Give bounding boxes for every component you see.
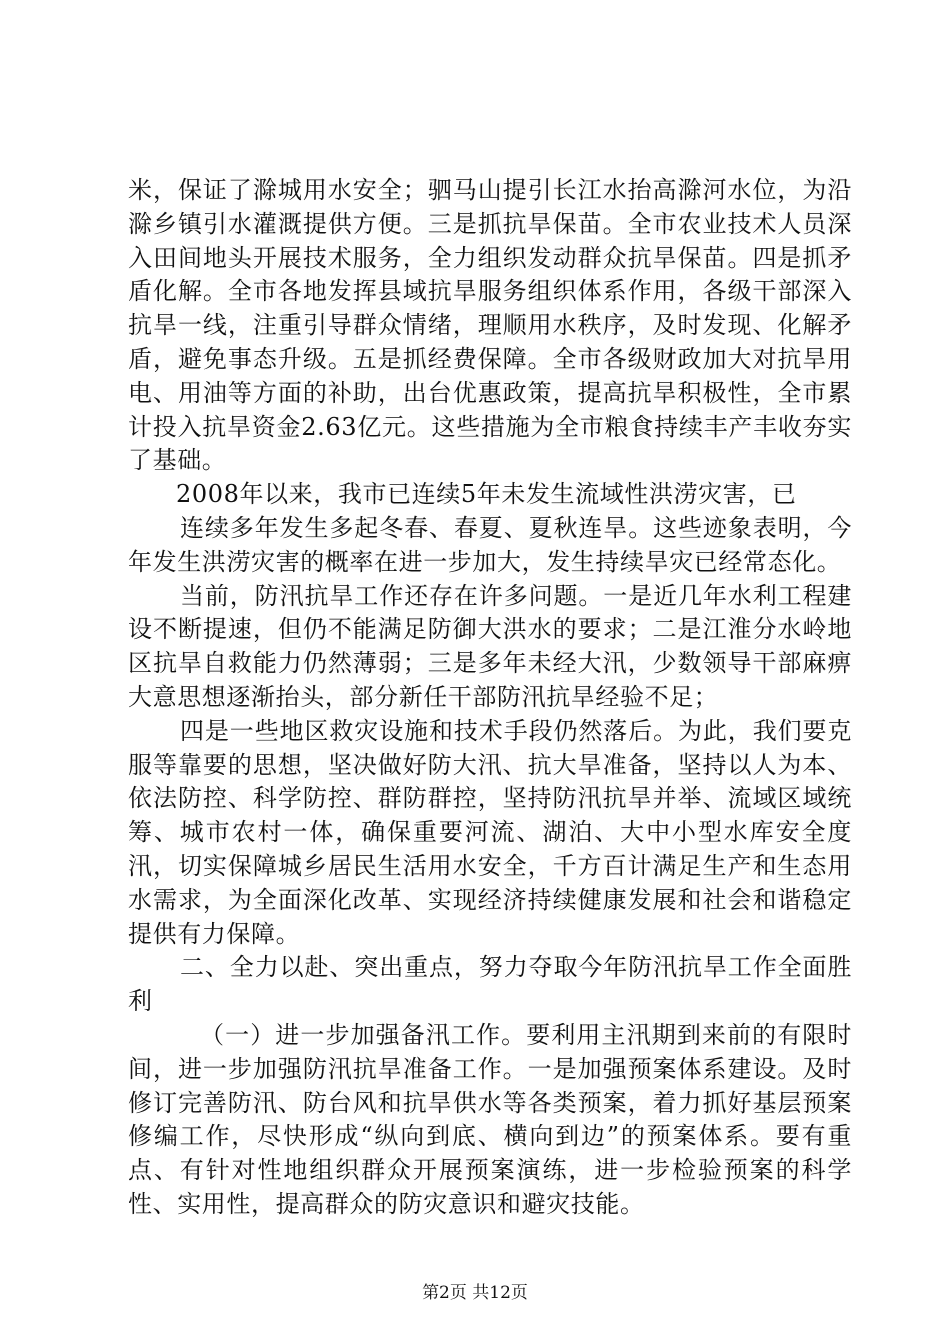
paragraph-problems: 当前，防汛抗旱工作还存在许多问题。一是近几年水利工程建设不断提速，但仍不能满足防御大洪水的要求；二是江淮分水岭地区抗旱自救能力仍然薄弱；三是多年未经大汛，少数领导干部麻痹大意思想逐渐抬头，部分新任干部防汛抗旱经验不足； [128, 581, 852, 711]
document-body [128, 174, 852, 1222]
paragraph-continuation: 米，保证了滁城用水安全；驷马山提引长江水抬高滁河水位，为沿滁乡镇引水灌溉提供方便。三是抓抗旱保苗。全市农业技术人员深入田间地头开展技术服务，全力组织发动群众抗旱保苗。四是抓矛盾化解。全市各地发挥县域抗旱服务组织体系作用，各级干部深入抗旱一线，注重引导群众情绪，理顺用水秩序，及时发现、化解矛盾，避免事态升级。五是抓经费保障。全市各级财政加大对抗旱用电、用油等方面的补助，出台优惠政策，提高抗旱积极性，全市累计投入抗旱资金2.63亿元。这些措施为全市粮食持续丰产丰收夯实了基础。 [128, 176, 852, 475]
paragraph-measures: 四是一些地区救灾设施和技术手段仍然落后。为此，我们要克服等靠要的思想，坚决做好防大汛、抗大旱准备，坚持以人为本、依法防控、科学防控、群防群控，坚持防汛抗旱并举、流域区域统筹、城市农村一体，确保重要河流、湖泊、大中小型水库安全度汛，切实保障城乡居民生活用水安全，千方百计满足生产和生态用水需求，为全面深化改革、实现经济持续健康发展和社会和谐稳定提供有力保障。 [128, 716, 852, 948]
section-heading: 二、全力以赴、突出重点，努力夺取今年防汛抗旱工作全面胜利 [128, 953, 852, 1016]
paragraph-drought-trend: 连续多年发生多起冬春、春夏、夏秋连旱。这些迹象表明，今年发生洪涝灾害的概率在进一步加大，发生持续旱灾已经常态化。 [128, 513, 852, 576]
paragraph-2008: 2008年以来，我市已连续5年未发生流域性洪涝灾害，已 [176, 480, 797, 509]
paragraph-flood-preparation: （一）进一步加强备汛工作。要利用主汛期到来前的有限时间，进一步加强防汛抗旱准备工作。一是加强预案体系建设。及时修订完善防汛、防台风和抗旱供水等各类预案，着力抓好基层预案修编工作，尽快形成“纵向到底、横向到边”的预案体系。要有重点、有针对性地组织群众开展预案演练，进一步检验预案的科学性、实用性，提高群众的防灾意识和避灾技能。 [128, 1020, 852, 1218]
page-footer: 第2页 共12页 [422, 1283, 528, 1303]
